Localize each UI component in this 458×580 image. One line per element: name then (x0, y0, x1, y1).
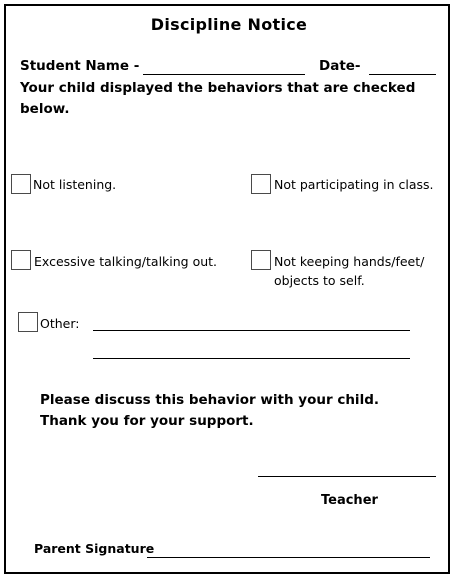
date-line[interactable] (369, 74, 436, 75)
checkbox-not-participating[interactable] (251, 174, 271, 194)
closing-line-1: Please discuss this behavior with your child. (40, 392, 379, 408)
teacher-signature-line[interactable] (258, 476, 436, 477)
notice-title: Discipline Notice (150, 15, 308, 34)
behavior-hands-feet-label-line-2: objects to self. (274, 273, 365, 288)
behavior-not-participating-label: Not participating in class. (274, 177, 434, 192)
checkbox-excessive-talking[interactable] (11, 250, 31, 270)
parent-signature-line[interactable] (147, 557, 430, 558)
behavior-other-label: Other: (40, 316, 80, 331)
teacher-label: Teacher (321, 493, 378, 508)
student-name-line[interactable] (143, 74, 305, 75)
parent-signature-label: Parent Signature (34, 541, 155, 556)
other-line-2[interactable] (93, 358, 410, 359)
checkbox-other[interactable] (18, 312, 38, 332)
intro-line-2: below. (20, 101, 70, 117)
checkbox-not-listening[interactable] (11, 174, 31, 194)
date-label: Date- (319, 58, 361, 74)
checkbox-hands-feet[interactable] (251, 250, 271, 270)
behavior-not-listening-label: Not listening. (33, 177, 117, 192)
closing-line-2: Thank you for your support. (40, 413, 254, 429)
student-name-label: Student Name - (20, 58, 140, 74)
behavior-excessive-talking-label: Excessive talking/talking out. (34, 254, 218, 269)
other-line-1[interactable] (93, 330, 410, 331)
intro-line-1: Your child displayed the behaviors that are checked (20, 80, 416, 96)
behavior-hands-feet-label-line-1: Not keeping hands/feet/ (274, 254, 425, 269)
